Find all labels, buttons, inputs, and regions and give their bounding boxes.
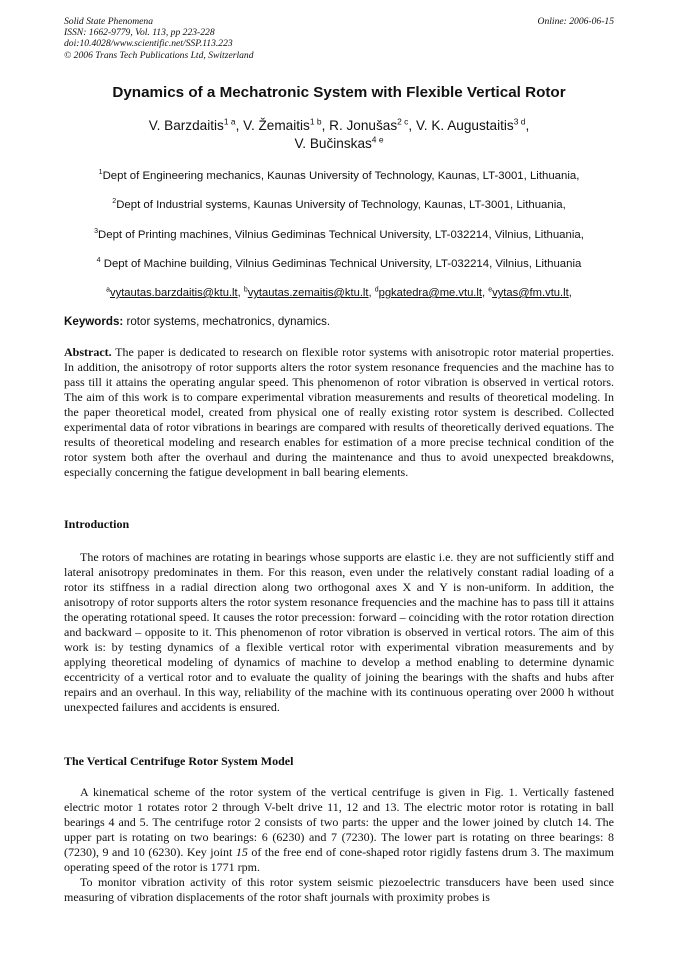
introduction-heading: Introduction bbox=[64, 517, 130, 531]
journal-header bbox=[64, 16, 254, 61]
author-line-2 bbox=[0, 135, 678, 153]
paper-title: Dynamics of a Mechatronic System with Flexible Vertical Rotor bbox=[112, 84, 566, 101]
affiliation: $^4$ Dept of Machine building, Vilnius Gediminas Technical University, LT-032214, Vilnius, Lithuania bbox=[96, 257, 582, 270]
model-paragraph-1: A kinematical scheme of the rotor system of the vertical centrifuge is given in Fig. 1. Vertically fastened electric motor 1 rotates rotor 2 through V-belt drive 11, 12 and 13. The electric motor rotor is rotating in ball bearings 4 and 5. The centrifuge rotor 2 consists of two parts: the upper and the lower joined by clutch 14. The upper part is rotating on two bearings: 6 (6230) and 7 (7230). The lower part is rotating on three bearings: 8 (7230), 9 and 10 (6230). Key joint 15 of the free end of cone-shaped rotor rigidly fastens drum 3. The maximum operating speed of the rotor is 1771 rpm. bbox=[64, 785, 614, 874]
author-name: V. K. Augustaitis bbox=[415, 118, 514, 133]
email-link[interactable]: pgkatedra@me.vtu.lt bbox=[378, 287, 483, 299]
author-list bbox=[0, 117, 678, 153]
abstract-label: Abstract. bbox=[64, 345, 112, 359]
keywords-label: Keywords: bbox=[64, 315, 124, 328]
doi-line: doi:10.4028/www.scientific.net/SSP.113.223 bbox=[64, 38, 233, 50]
introduction-text: The rotors of machines are rotating in bearings whose supports are elastic i.e. they are not sufficiently stiff and lateral anisotropy predominates in them. For this reason, even under the relatively constant radial loading of a rotor its stiffness in a radial direction along two orthogonal axes X and Y is non-uniform. In addition, the anisotropy of rotor supports alters the rotor system resonance frequencies and the machine has to pass till it attains the operating rotational speed. It causes the rotor precession: forward – coinciding with the rotor rotation direction and backward – opposite to it. This phenomenon of rotor vibration is observed in vertical rotors. The aim of this work is: by testing dynamics of a flexible vertical rotor with experimental vibration measurements and by applying theoretical modeling of dynamics of machine to develop a method enabling to determine dynamic eccentricity of a vertical rotor and to evaluate the quality of joining the bearings with the shafts and hubs after repairs and an overhaul. In this way, reliability of the machine with its continuous operating over 2000 h without unexpected failures and accidents is ensured. bbox=[64, 550, 614, 714]
author-name: V. Barzdaitis bbox=[148, 118, 224, 133]
author-name: R. Jonušas bbox=[329, 118, 398, 133]
issn-line: ISSN: 1662-9779, Vol. 113, pp 223-228 bbox=[64, 27, 215, 39]
abstract bbox=[64, 345, 614, 480]
author-sup: 3 d bbox=[513, 116, 526, 127]
email-link[interactable]: vytas@fm.vtu.lt bbox=[492, 287, 569, 299]
author-line-1: V. Barzdaitis$^{1 a}$, V. Žemaitis$^{1 b}$, R. Jonušas$^{2 c}$, V. K. Augustaitis$^{3 d}$, bbox=[148, 116, 530, 133]
email-link[interactable]: vytautas.barzdaitis@ktu.lt bbox=[110, 287, 238, 299]
author-sup: 2 c bbox=[397, 116, 409, 127]
online-date: Online: 2006-06-15 bbox=[537, 16, 614, 27]
journal-name: Solid State Phenomena bbox=[64, 16, 153, 27]
keywords bbox=[64, 315, 330, 328]
abstract-text: The paper is dedicated to research on flexible rotor systems with anisotropic rotor material properties. In addition, the anisotropy of rotor supports alters the rotor system resonance frequencies and the machine has to pass till it attains the operating angular speed. This phenomenon of rotor vibration is observed in vertical rotors. The aim of this work is to compare experimental vibration measurements and results of theoretical modeling. In the paper theoretical model, created from physical one of really existing rotor system is described. Collected experimental data of rotor vibrations in bearings are compared with results of theoretically derived equations. The results of theoretical modeling and research enables for estimation of a more precise technical condition of the rotor system both after the overhaul and during the maintenance and thus to avoid unexpected breakdowns, especially concerning the fatigue development in ball bearing elements. bbox=[64, 345, 614, 479]
model-body bbox=[64, 785, 614, 905]
email-list: $^a$vytautas.barzdaitis@ktu.lt, $^b$vytautas.zemaitis@ktu.lt, $^d$pgkatedra@me.vtu.lt, $^e$vytas@fm.vtu.lt, bbox=[106, 286, 572, 299]
author-name: V. Žemaitis bbox=[243, 118, 310, 133]
model-paragraph-2: To monitor vibration activity of this rotor system seismic piezoelectric transducers have been used since measuring of vibration displacements of the rotor shaft journals with proximity probes is bbox=[64, 875, 614, 904]
affiliation: $^2$Dept of Industrial systems, Kaunas University of Technology, Kaunas, LT-3001, Lithuania, bbox=[112, 198, 566, 211]
author-name: V. Bučinskas bbox=[294, 136, 372, 151]
author-sup: 1 b bbox=[309, 116, 322, 127]
email-link[interactable]: vytautas.zemaitis@ktu.lt bbox=[247, 287, 369, 299]
affiliation: $^3$Dept of Printing machines, Vilnius Gediminas Technical University, LT-032214, Vilnius, Lithuania, bbox=[94, 228, 584, 241]
copyright-line: © 2006 Trans Tech Publications Ltd, Switzerland bbox=[64, 49, 254, 61]
keywords-text: rotor systems, mechatronics, dynamics. bbox=[123, 315, 331, 328]
affiliation: $^1$Dept of Engineering mechanics, Kaunas University of Technology, Kaunas, LT-3001, Lithuania, bbox=[98, 169, 580, 182]
model-heading: The Vertical Centrifuge Rotor System Model bbox=[64, 754, 294, 768]
author-sup: 4 e bbox=[371, 134, 384, 145]
introduction-body bbox=[64, 550, 614, 715]
author-sup: 1 a bbox=[223, 116, 236, 127]
